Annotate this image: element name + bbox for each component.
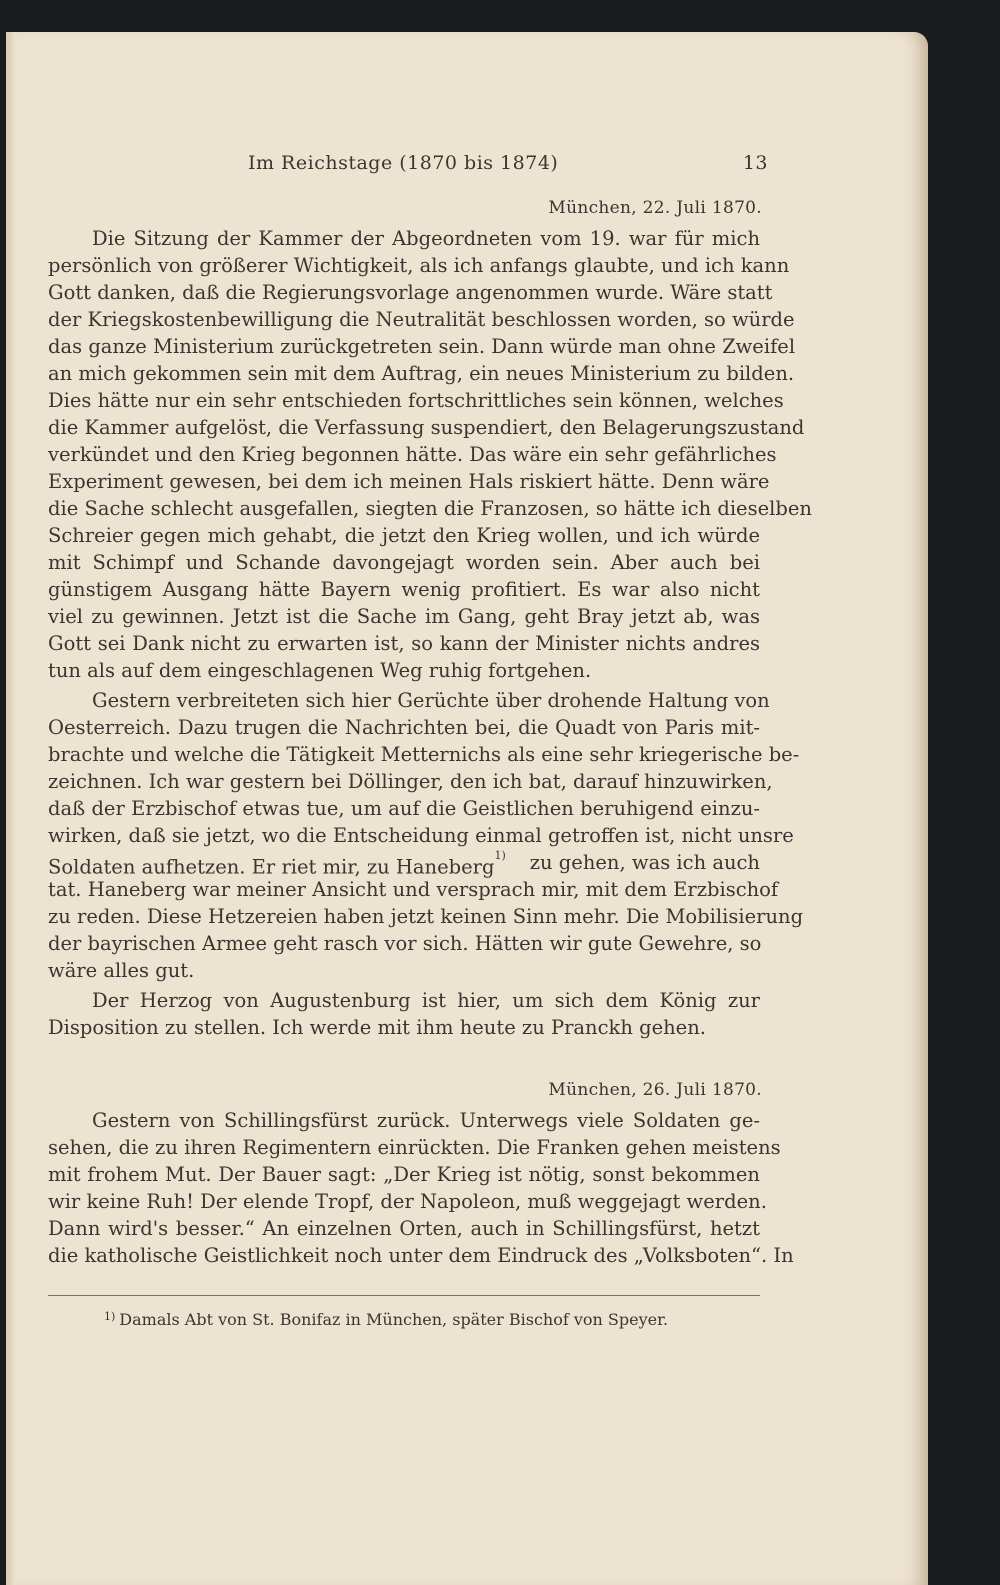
text-line: tun als auf dem eingeschlagenen Weg ruhig fortgehen. — [48, 659, 592, 682]
page-number: 13 — [742, 152, 768, 174]
text-line: Disposition zu stellen. Ich werde mit ihm heute zu Pranckh gehen. — [48, 1016, 706, 1039]
running-header — [48, 148, 768, 178]
dateline: München, 26. Juli 1870. — [548, 1080, 762, 1100]
text-line: Experiment gewesen, bei dem ich meinen Hals riskiert hätte. Denn wäre — [48, 470, 770, 493]
text-line: persönlich von größerer Wichtigkeit, als ich anfangs glaubte, und ich kann — [48, 254, 790, 277]
footnote — [104, 1310, 668, 1329]
text-line: brachte und welche die Tätigkeit Metternichs als eine sehr kriegerische be- — [48, 743, 800, 766]
text-line: mit frohem Mut. Der Bauer sagt: „Der Krieg ist nötig, sonst bekommen — [48, 1163, 760, 1186]
text-line: die Sache schlecht ausgefallen, siegten die Franzosen, so hätte ich dieselben — [48, 497, 812, 520]
text-line: zeichnen. Ich war gestern bei Döllinger, den ich bat, darauf hinzuwirken, — [48, 770, 773, 793]
text-line: Dies hätte nur ein sehr entschieden fortschrittliches sein können, welches — [48, 389, 784, 412]
text-line: der bayrischen Armee geht rasch vor sich. Hätten wir gute Gewehre, so — [48, 932, 762, 955]
footnote-mark: 1) — [104, 1310, 116, 1323]
text-line: wirken, daß sie jetzt, wo die Entscheidung einmal getroffen ist, nicht unsre — [48, 824, 794, 847]
text-line: mit Schimpf und Schande davongejagt worden sein. Aber auch bei — [48, 551, 760, 574]
text-line: tat. Haneberg war meiner Ansicht und versprach mir, mit dem Erzbischof — [48, 878, 779, 901]
text-line: der Kriegskostenbewilligung die Neutralität beschlossen worden, so würde — [48, 308, 795, 331]
text-line: wir keine Ruh! Der elende Tropf, der Napoleon, muß weggejagt werden. — [48, 1190, 767, 1213]
text-segment: zu gehen, was ich auch — [529, 851, 760, 874]
text-line: Gestern von Schillingsfürst zurück. Unterwegs viele Soldaten ge- — [92, 1109, 760, 1132]
text-line: sehen, die zu ihren Regimentern einrückten. Die Franken gehen meistens — [48, 1136, 781, 1159]
text-line — [48, 849, 760, 879]
text-line: verkündet und den Krieg begonnen hätte. Das wäre ein sehr gefährliches — [48, 443, 777, 466]
dateline: München, 22. Juli 1870. — [548, 198, 762, 218]
text-line: Gott sei Dank nicht zu erwarten ist, so kann der Minister nichts andres — [48, 632, 760, 655]
footnote-text: Damals Abt von St. Bonifaz in München, später Bischof von Speyer. — [119, 1310, 669, 1329]
text-line: Schreier gegen mich gehabt, die jetzt den Krieg wollen, und ich würde — [48, 524, 760, 547]
text-line: die katholische Geistlichkeit noch unter dem Eindruck des „Volksboten“. In — [48, 1244, 794, 1267]
text-line: daß der Erzbischof etwas tue, um auf die Geistlichen beruhigend einzu- — [48, 797, 760, 820]
text-line: Der Herzog von Augustenburg ist hier, um sich dem König zur — [92, 989, 760, 1012]
footnote-reference: 1) — [494, 849, 506, 862]
page-gutter — [6, 32, 16, 1585]
text-segment: Soldaten aufhetzen. Er riet mir, zu Haneberg — [48, 855, 495, 879]
text-line: zu reden. Diese Hetzereien haben jetzt keinen Sinn mehr. Die Mobilisierung — [48, 905, 804, 928]
footnote-rule — [48, 1295, 760, 1296]
text-line: Die Sitzung der Kammer der Abgeordneten vom 19. war für mich — [92, 227, 760, 250]
text-line: an mich gekommen sein mit dem Auftrag, ein neues Ministerium zu bilden. — [48, 362, 795, 385]
text-line: günstigem Ausgang hätte Bayern wenig profitiert. Es war also nicht — [48, 578, 760, 601]
text-line: Dann wird's besser.“ An einzelnen Orten, auch in Schillingsfürst, hetzt — [48, 1217, 760, 1240]
text-line: die Kammer aufgelöst, die Verfassung suspendiert, den Belagerungszustand — [48, 416, 805, 439]
text-line: das ganze Ministerium zurückgetreten sein. Dann würde man ohne Zweifel — [48, 335, 796, 358]
running-title: Im Reichstage (1870 bis 1874) — [248, 152, 559, 174]
text-line: Oesterreich. Dazu trugen die Nachrichten bei, die Quadt von Paris mit- — [48, 716, 760, 739]
text-line: Gestern verbreiteten sich hier Gerüchte über drohende Haltung von — [92, 689, 770, 712]
text-line: wäre alles gut. — [48, 959, 195, 982]
text-line: viel zu gewinnen. Jetzt ist die Sache im Gang, geht Bray jetzt ab, was — [48, 605, 760, 628]
text-line: Gott danken, daß die Regierungsvorlage angenommen wurde. Wäre statt — [48, 281, 773, 304]
